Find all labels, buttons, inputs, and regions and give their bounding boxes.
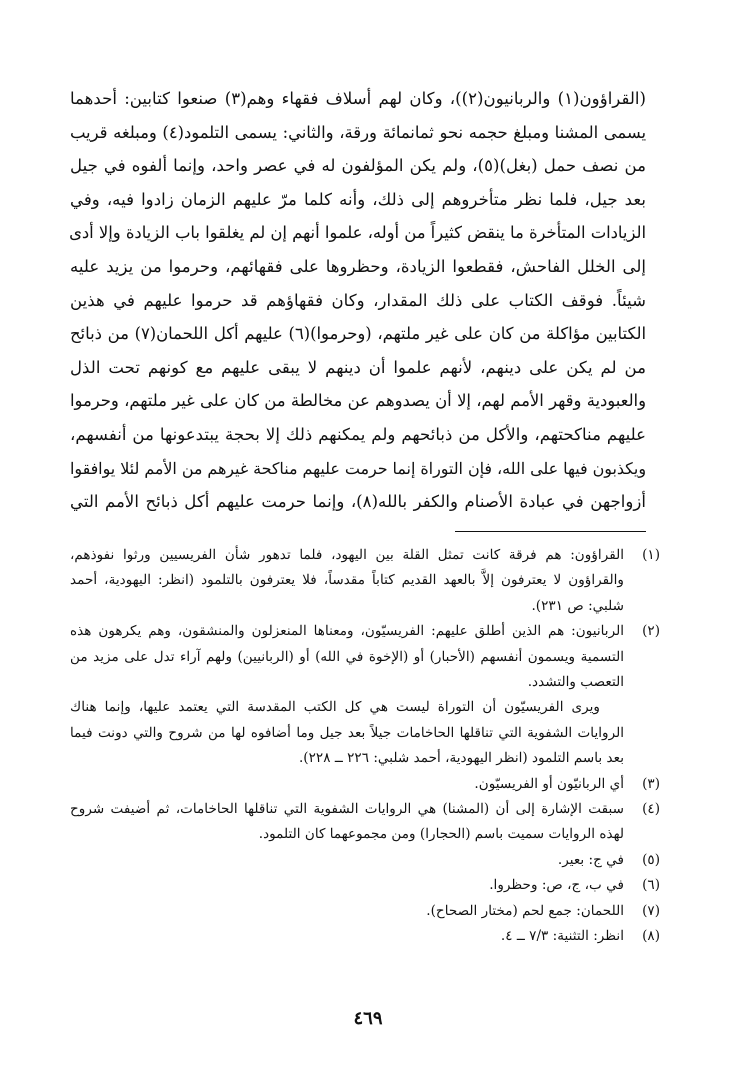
main-text-line: الكتابين مؤاكلة من كان على غير ملتهم، (وحرموا)(٦) عليهم أكل اللحمان(٧) من ذبائح bbox=[70, 324, 646, 344]
main-text-line: (القراؤون(١) والربانيون(٢))، وكان لهم أسلاف فقهاء وهم(٣) صنعوا كتابين: أحدهما bbox=[70, 89, 647, 108]
page-number: ٤٦٩ bbox=[353, 1008, 383, 1029]
footnote-line: أي الربانيّون أو الفريسيّون. bbox=[474, 775, 624, 792]
footnote-number: (١) bbox=[642, 547, 660, 563]
footnote-line: سبقت الإشارة إلى أن (المشنا) هي الروايات الشفوية التي تناقلها الحاخامات، ثم أضيفت شروح bbox=[70, 801, 624, 818]
footnote-line: بعد باسم التلمود (انظر اليهودية، أحمد شلبي: ٢٢٦ ــ ٢٢٨). bbox=[298, 750, 624, 767]
footnote-line: شلبي: ص ٢٣١). bbox=[531, 597, 624, 614]
footnote-line: انظر: التثنية: ٧/٣ ــ ٤. bbox=[500, 928, 624, 945]
footnote-8 bbox=[70, 924, 660, 949]
footnote-5 bbox=[70, 848, 660, 873]
footnote-line: في ب، ج، ص: وحظروا. bbox=[489, 877, 624, 894]
main-text-line: من لم يكن على دينهم، لأنهم علموا أن دينهم لا يبقى عليهم مع كونهم تحت الذل bbox=[70, 357, 646, 377]
main-text-line: عليهم مناكحتهم، والأكل من ذبائحهم ولم يمكنهم ذلك إلا بحجة يبتدعونها من أنفسهم، bbox=[70, 424, 646, 444]
footnote-line: والقراؤون لا يعترفون إلاَّ بالعهد القديم كتاباً مقدساً، فلا يعترفون بالتلمود (انظر: اليهودية، أحمد bbox=[70, 572, 624, 589]
footnote-line: الربانيون: هم الذين أطلق عليهم: الفريسيّون، ومعناها المنعزلون والمنشقون، وهم يكرهون هذه bbox=[70, 623, 624, 640]
footnote-line: لهذه الروايات سميت باسم (الحجارا) ومن مجموعهما كان التلمود. bbox=[258, 826, 624, 843]
footnote-line: اللحمان: جمع لحم (مختار الصحاح). bbox=[426, 902, 624, 919]
footnote-2 bbox=[70, 619, 660, 695]
footnote-text bbox=[70, 772, 624, 797]
footnote-3 bbox=[70, 772, 660, 797]
footnote-text bbox=[70, 797, 624, 848]
main-text-line: شيئاً. فوقف الكتاب على ذلك المقدار، وكان فقهاؤهم قد حرموا عليهم في هذين bbox=[70, 290, 646, 310]
footnote-number: (٥) bbox=[642, 851, 660, 868]
footnote-text bbox=[70, 873, 624, 898]
footnote-number: (٣) bbox=[642, 775, 660, 792]
footnote-6 bbox=[70, 873, 660, 898]
footnote-line: ويرى الفريسيّون أن التوراة ليست هي كل الكتب المقدسة التي يعتمد عليها، وإنما هناك bbox=[70, 699, 600, 716]
footnote-line: الروايات الشفوية التي تناقلها الحاخامات جيلاً بعد جيل وما أضافوه لها من شروح والتي دونت فيما bbox=[70, 724, 624, 741]
footnote-1 bbox=[70, 543, 660, 619]
footnote-separator bbox=[455, 531, 646, 532]
footnote-4 bbox=[70, 797, 660, 848]
footnote-text bbox=[70, 619, 624, 695]
main-text-line: من نصف حمل (بغل)(٥)، ولم يكن المؤلفون له في عصر واحد، وإنما ألفوه في جيل bbox=[70, 156, 646, 176]
footnote-2-continuation bbox=[70, 695, 660, 771]
footnote-line: القراؤون: هم فرقة كانت تمثل القلة بين اليهود، فلما تدهور شأن الفريسيين ورثوا نفوذهم، bbox=[70, 547, 624, 563]
footnote-number: (٧) bbox=[642, 902, 660, 919]
footnote-7 bbox=[70, 899, 660, 924]
footnote-number: (٨) bbox=[642, 928, 660, 945]
footnotes-block bbox=[70, 543, 660, 950]
footnote-text bbox=[70, 543, 624, 619]
footnote-text bbox=[70, 695, 624, 771]
main-text-line: يسمى المشنا ومبلغ حجمه نحو ثمانمائة ورقة، والثاني: يسمى التلمود(٤) ومبلغه قريب bbox=[70, 122, 646, 142]
footnote-number: (٦) bbox=[642, 877, 660, 894]
main-text-line: والعبودية وقهر الأمم لهم، إلا أن يصدوهم عن مخالطة من كان على غير ملتهم، وحرموا bbox=[70, 391, 646, 411]
main-text-line: الزيادات المتأخرة ما ينقض كثيراً من أوله، علموا أنهم إن لم يغلقوا باب الزيادة وإلا أدى bbox=[69, 223, 646, 243]
main-text-line: بعد جيل، فلما نظر متأخروهم إلى ذلك، وأنه كلما مرّ عليهم الزمان زادوا فيه، وفي bbox=[70, 189, 646, 209]
footnote-text bbox=[70, 899, 624, 924]
footnote-line: التسمية ويسمون أنفسهم (الأحبار) أو (الإخوة في الله) أو (الربانيين) ولهم آراء تدل على مزيد من bbox=[70, 648, 624, 665]
footnote-number: (٤) bbox=[642, 801, 660, 818]
main-text-line: ويكذبون فيها على الله، فإن التوراة إنما حرمت عليهم مناكحة غيرهم من الأمم لئلا يوافقوا bbox=[70, 458, 646, 478]
main-text-line: أزواجهن في عبادة الأصنام والكفر بالله(٨)، وإنما حرمت عليهم أكل ذبائح الأمم التي bbox=[70, 492, 646, 512]
main-text-block bbox=[70, 82, 646, 519]
main-text-line: إلى الخلل الفاحش، فقطعوا الزيادة، وحظروها على فقهائهم، وحرموا من يزيد عليه bbox=[70, 256, 646, 276]
footnote-text bbox=[70, 924, 624, 949]
footnote-text bbox=[70, 848, 624, 873]
footnote-number: (٢) bbox=[642, 623, 660, 640]
footnote-line: التعصب والتشدد. bbox=[527, 674, 624, 691]
footnote-line: في ج: بعير. bbox=[557, 851, 624, 868]
